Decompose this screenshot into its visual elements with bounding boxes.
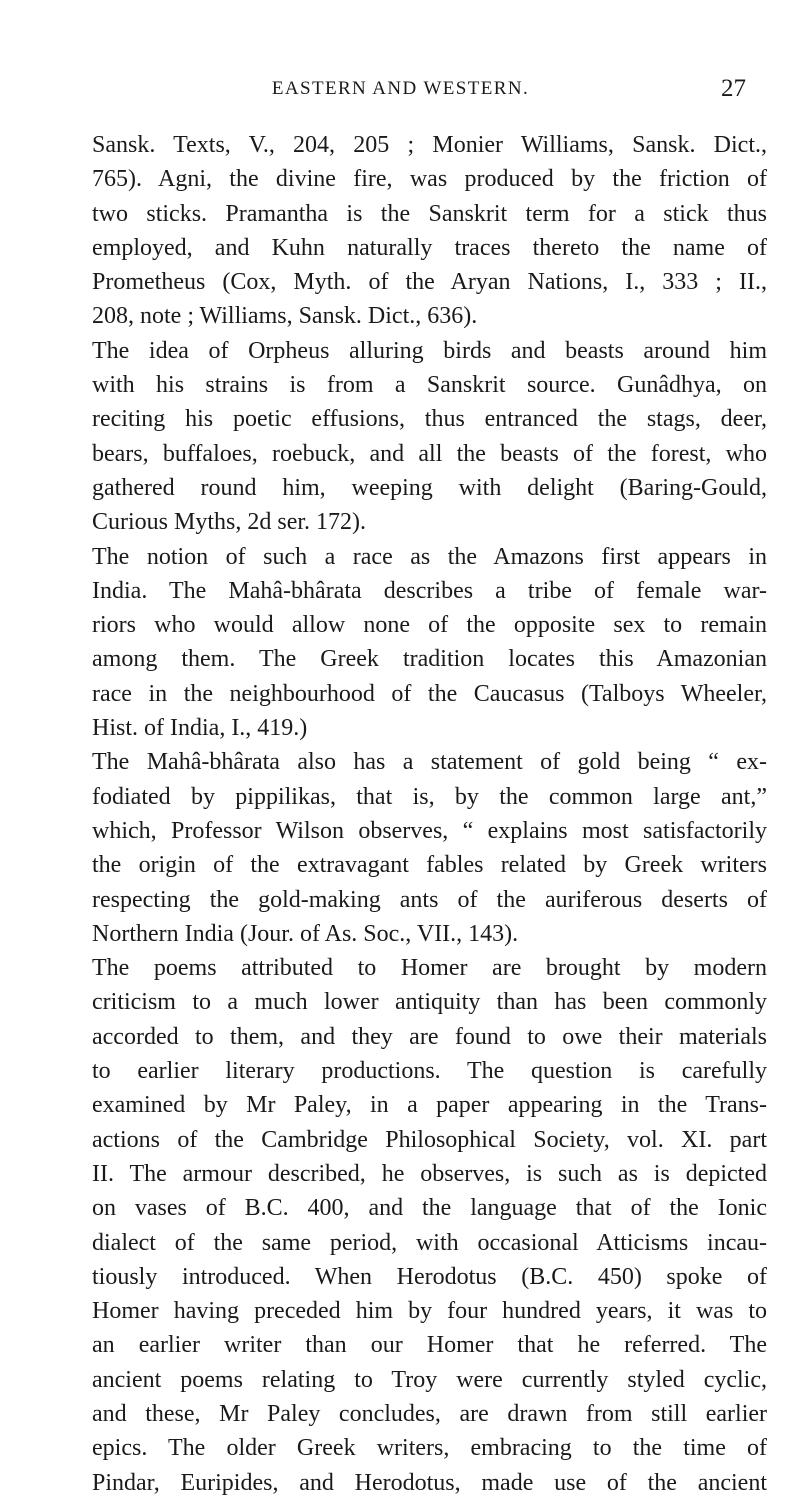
text-line: respecting the gold-making ants of the auriferous deserts of <box>92 886 767 913</box>
text-line: The notion of such a race as the Amazons first appears in <box>92 543 767 570</box>
text-line: on vases of B.C. 400, and the language that of the Ionic <box>92 1195 767 1222</box>
text-line: to earlier literary productions. The question is carefully <box>92 1058 767 1085</box>
text-line: with his strains is from a Sanskrit source. Gunâdhya, on <box>92 372 767 399</box>
text-line: examined by Mr Paley, in a paper appearing in the Trans- <box>92 1092 767 1119</box>
text-line: bears, buffaloes, roebuck, and all the beasts of the forest, who <box>92 440 767 467</box>
text-line: Homer having preceded him by four hundred years, it was to <box>92 1298 767 1325</box>
text-line: dialect of the same period, with occasional Atticisms incau- <box>92 1229 767 1256</box>
text-line: fodiated by pippilikas, that is, by the common large ant,” <box>92 783 767 810</box>
text-line: reciting his poetic effusions, thus entranced the stags, deer, <box>92 406 767 433</box>
text-line: Prometheus (Cox, Myth. of the Aryan Nations, I., 333 ; II., <box>92 269 767 296</box>
text-line: II. The armour described, he observes, is such as is depicted <box>92 1160 767 1187</box>
text-line: 208, note ; Williams, Sansk. Dict., 636). <box>92 303 478 330</box>
text-line: criticism to a much lower antiquity than has been commonly <box>92 989 767 1016</box>
running-title: EASTERN AND WESTERN. <box>271 78 530 99</box>
text-line: Curious Myths, 2d ser. 172). <box>92 509 367 536</box>
text-line: riors who would allow none of the opposite sex to remain <box>92 612 767 639</box>
text-line: actions of the Cambridge Philosophical Society, vol. XI. part <box>92 1126 767 1153</box>
running-header <box>0 75 801 108</box>
text-line: Hist. of India, I., 419.) <box>92 715 308 742</box>
text-line: India. The Mahâ-bhârata describes a tribe of female war- <box>92 577 767 604</box>
text-line: The Mahâ-bhârata also has a statement of gold being “ ex- <box>92 749 767 776</box>
text-line: epics. The older Greek writers, embracing to the time of <box>92 1435 767 1462</box>
text-line: among them. The Greek tradition locates this Amazonian <box>92 646 767 673</box>
text-line: Sansk. Texts, V., 204, 205 ; Monier Williams, Sansk. Dict., <box>92 132 767 158</box>
text-line: and these, Mr Paley concludes, are drawn from still earlier <box>92 1400 767 1427</box>
text-line: Pindar, Euripides, and Herodotus, made use of the ancient <box>92 1469 767 1496</box>
text-line: an earlier writer than our Homer that he referred. The <box>92 1332 767 1359</box>
body-text <box>92 128 767 1500</box>
text-line: which, Professor Wilson observes, “ explains most satisfactorily <box>92 817 767 844</box>
text-line: The idea of Orpheus alluring birds and beasts around him <box>92 337 767 364</box>
text-line: gathered round him, weeping with delight (Baring-Gould, <box>92 474 767 501</box>
text-line: accorded to them, and they are found to owe their materials <box>92 1023 767 1050</box>
text-line: two sticks. Pramantha is the Sanskrit term for a stick thus <box>92 200 767 227</box>
text-line: The poems attributed to Homer are brought by modern <box>92 955 767 982</box>
page-number: 27 <box>721 75 746 102</box>
text-line: tiously introduced. When Herodotus (B.C. 450) spoke of <box>92 1263 767 1290</box>
text-line: 765). Agni, the divine fire, was produced by the friction of <box>92 166 767 193</box>
text-line: employed, and Kuhn naturally traces thereto the name of <box>92 234 767 261</box>
text-line: the origin of the extravagant fables related by Greek writers <box>92 852 767 879</box>
text-line: Northern India (Jour. of As. Soc., VII., 143). <box>92 920 519 947</box>
text-line: ancient poems relating to Troy were currently styled cyclic, <box>92 1366 767 1393</box>
text-line: race in the neighbourhood of the Caucasus (Talboys Wheeler, <box>92 680 767 707</box>
